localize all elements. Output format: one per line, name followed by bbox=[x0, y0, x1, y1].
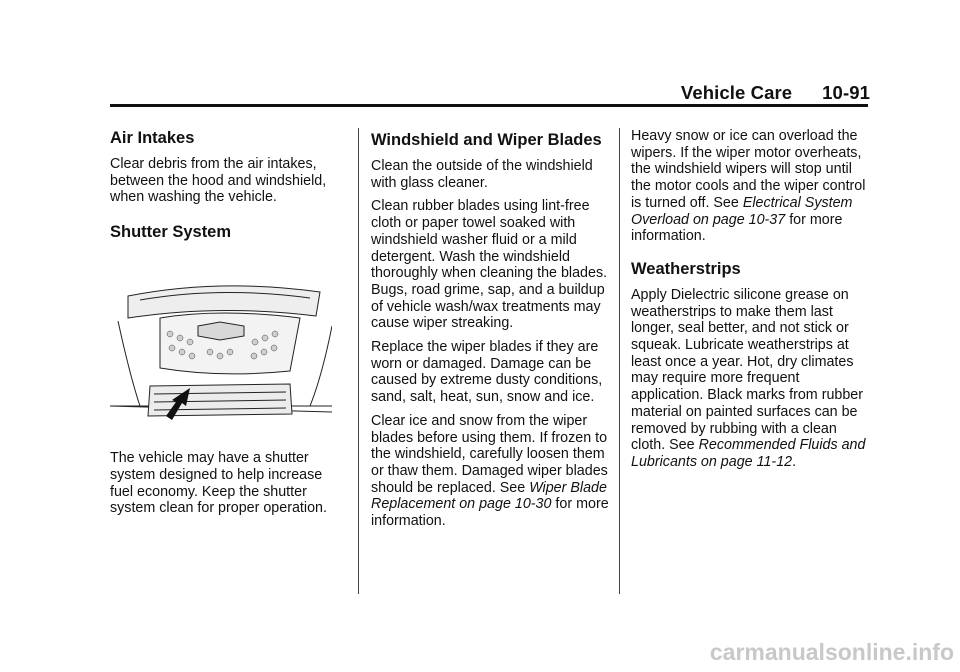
paragraph-text: Clear ice and snow from the wiper blades before using them. If frozen to the windshield, carefully loosen them or thaw them. Damaged wiper blades should be replaced. See bbox=[371, 412, 608, 496]
column-divider bbox=[619, 128, 620, 594]
heading-air-intakes: Air Intakes bbox=[110, 129, 195, 147]
paragraph-text: for more information. bbox=[631, 211, 843, 245]
paragraph-air-intakes: Clear debris from the air intakes, between the hood and windshield, when washing the vehicle. bbox=[110, 156, 327, 206]
paragraph-text: Heavy snow or ice can overload the wipers. If the wiper motor overheats, the windshield wipers will stop until the motor cools and the wiper control is turned off. See bbox=[631, 128, 866, 211]
header-rule bbox=[110, 104, 868, 107]
paragraph-text: . bbox=[792, 453, 797, 470]
column-middle bbox=[371, 130, 609, 537]
column-divider bbox=[358, 128, 359, 594]
paragraph-overload bbox=[631, 128, 869, 245]
heading-windshield-wiper-blades: Windshield and Wiper Blades bbox=[371, 131, 602, 149]
link-wiper-blade-replacement[interactable]: Wiper Blade Replacement on page 10-30 bbox=[371, 479, 607, 513]
link-electrical-system-overload[interactable]: Electrical System Overload on page 10-37 bbox=[631, 194, 853, 228]
paragraph-weatherstrips bbox=[631, 287, 869, 471]
watermark: carmanualsonline.info bbox=[709, 639, 954, 665]
column-left bbox=[110, 128, 348, 524]
section-title: Vehicle Care bbox=[680, 82, 793, 103]
paragraph-wiper-3: Replace the wiper blades if they are worn or damaged. Damage can be caused by extreme dusty conditions, sand, salt, heat, sun, snow and ice. bbox=[371, 339, 603, 406]
paragraph-text: Apply Dielectric silicone grease on weatherstrips to make them last longer, seal better, and not stick or squeak. Lubricate weatherstrips at least once a year. Hot, dry climates may require more frequent application. Black marks from rubber material on painted surfaces can be removed by rubbing with a clean cloth. See bbox=[631, 286, 864, 454]
column-right bbox=[631, 128, 869, 478]
shutter-system-illustration bbox=[110, 256, 332, 422]
link-recommended-fluids[interactable]: Recommended Fluids and Lubricants on page 11-12 bbox=[631, 437, 866, 470]
paragraph-wiper-2: Clean rubber blades using lint-free cloth or paper towel soaked with windshield washer fluid or a mild detergent. Wash the windshield thoroughly when cleaning the blades. Bugs, road grime, sap, and a buildup of vehicle wash/wax treatments may cause wiper streaking. bbox=[371, 198, 608, 332]
page-number: 10-91 bbox=[822, 82, 870, 103]
heading-weatherstrips: Weatherstrips bbox=[631, 259, 741, 278]
page-header bbox=[681, 82, 870, 104]
heading-shutter-system: Shutter System bbox=[110, 223, 232, 242]
paragraph-shutter-system: The vehicle may have a shutter system designed to help increase fuel economy. Keep the shutter system clean for proper operation. bbox=[110, 450, 327, 517]
paragraph-wiper-4 bbox=[371, 413, 609, 530]
paragraph-wiper-1: Clean the outside of the windshield with glass cleaner. bbox=[371, 158, 593, 191]
paragraph-text: for more information. bbox=[371, 496, 609, 530]
